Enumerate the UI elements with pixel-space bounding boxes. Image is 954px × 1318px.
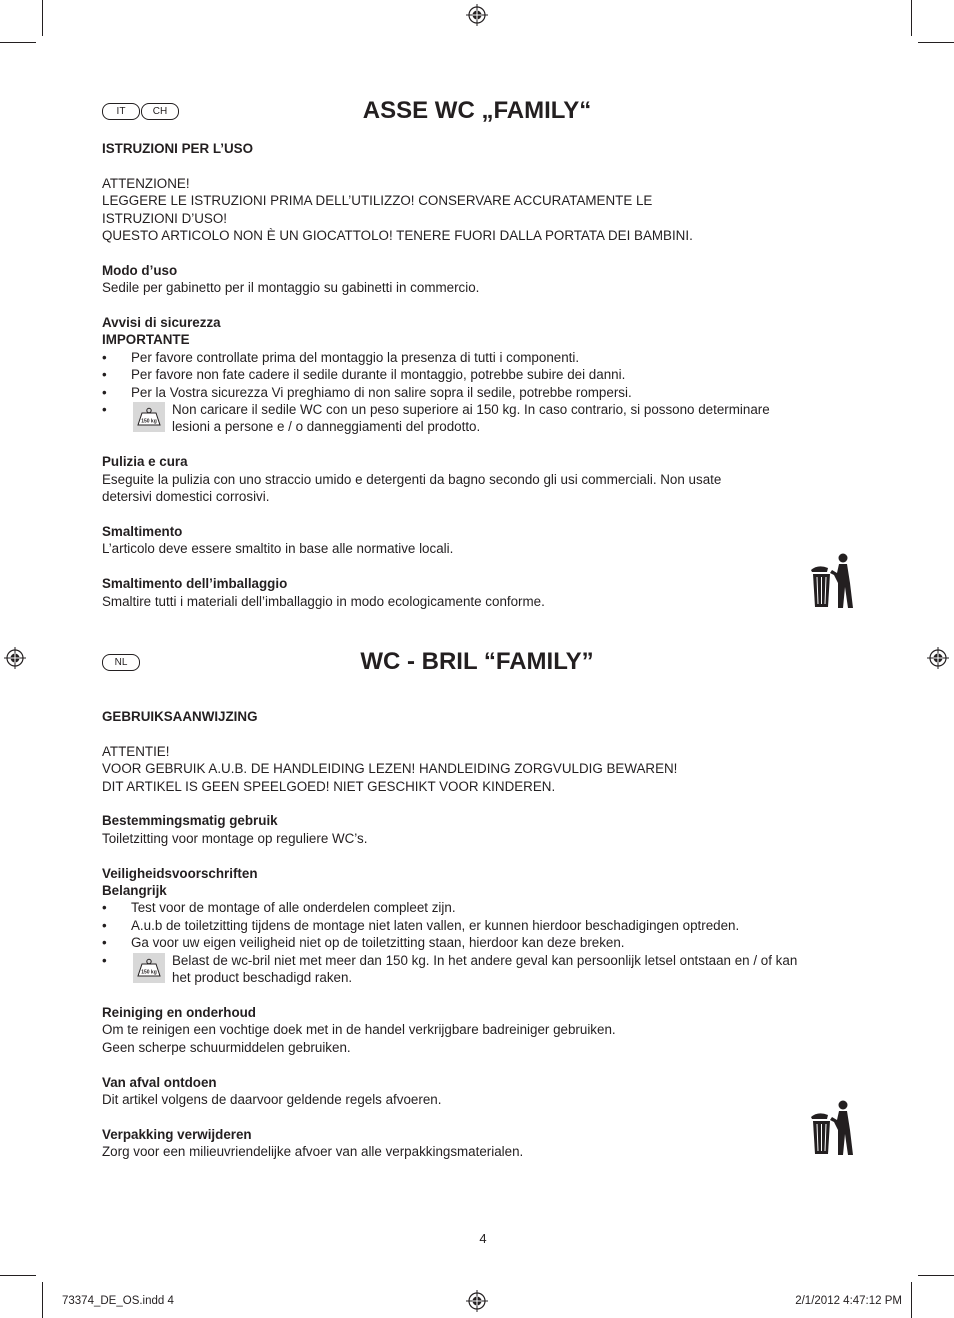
list-item-text: Non caricare il sedile WC con un peso superiore ai 150 kg. In caso contrario, si possono determinare xyxy=(172,402,770,418)
page-number: 4 xyxy=(479,1231,487,1246)
weight-icon-label: 150 kg xyxy=(141,969,157,976)
list-item-text: Per la Vostra sicurezza Vi preghiamo di non salire sopra il sedile, potrebbe rompersi. xyxy=(131,384,632,400)
list-item xyxy=(102,384,862,401)
crop-mark xyxy=(0,42,36,43)
registration-mark-icon xyxy=(466,4,488,26)
packaging-heading: Verpakking verwijderen xyxy=(102,1126,252,1142)
instructions-it xyxy=(102,140,862,610)
packaging-heading: Smaltimento dell’imballaggio xyxy=(102,576,288,592)
instructions-heading: ISTRUZIONI PER L’USO xyxy=(102,141,254,156)
cleaning-heading: Pulizia e cura xyxy=(102,454,188,470)
warning-line: VOOR GEBRUIK A.U.B. DE HANDLEIDING LEZEN! HANDLEIDING ZORGVULDIG BEWAREN! xyxy=(102,761,678,777)
crop-mark xyxy=(911,1282,912,1318)
list-item-text: A.u.b de toiletzitting tijdens de montage niet laten vallen, er kunnen hierdoor beschadigingen optreden. xyxy=(131,917,740,933)
cleaning-heading: Reiniging en onderhoud xyxy=(102,1005,256,1021)
disposal-heading: Van afval ontdoen xyxy=(102,1074,217,1090)
warning-line: ISTRUZIONI D’USO! xyxy=(102,210,227,226)
warning-line: QUESTO ARTICOLO NON È UN GIOCATTOLO! TENERE FUORI DALLA PORTATA DEI BAMBINI. xyxy=(102,228,693,244)
crop-mark xyxy=(42,1282,43,1318)
cleaning-text: Eseguite la pulizia con uno straccio umido e detergenti da bagno secondo gli usi commerciali. Non usate xyxy=(102,471,722,487)
crop-mark xyxy=(918,1275,954,1276)
crop-mark xyxy=(42,0,43,36)
bullet-dot: • xyxy=(102,384,107,400)
trash-bin-icon xyxy=(810,1100,854,1156)
weight-icon xyxy=(136,407,162,427)
list-item xyxy=(102,899,862,916)
language-badge-it: IT xyxy=(102,103,140,120)
language-badge-nl: NL xyxy=(102,654,140,671)
weight-limit-icon xyxy=(133,402,165,432)
safety-subheading: Belangrijk xyxy=(102,883,167,899)
warning-line: ATTENTIE! xyxy=(102,743,170,759)
instructions-nl xyxy=(102,708,862,1161)
cleaning-text: Geen scherpe schuurmiddelen gebruiken. xyxy=(102,1039,351,1055)
warning-line: ATTENZIONE! xyxy=(102,175,190,191)
list-item-weight xyxy=(102,401,862,436)
weight-icon xyxy=(136,958,162,978)
footer-file-info: 73374_DE_OS.indd 4 xyxy=(62,1295,174,1307)
list-item xyxy=(102,366,862,383)
usage-text: Sedile per gabinetto per il montaggio su gabinetti in commercio. xyxy=(102,280,480,296)
language-badge-ch: CH xyxy=(141,103,179,120)
cleaning-text: detersivi domestici corrosivi. xyxy=(102,489,270,505)
bullet-dot: • xyxy=(102,935,107,951)
bullet-dot: • xyxy=(102,952,107,968)
crop-mark xyxy=(0,1275,36,1276)
page-title-nl: WC - BRIL “FAMILY” xyxy=(360,648,594,675)
list-item-text: Per favore controllate prima del montaggio la presenza di tutti i componenti. xyxy=(131,349,580,365)
weight-icon-label: 150 kg xyxy=(141,418,157,425)
warning-line: LEGGERE LE ISTRUZIONI PRIMA DELL’UTILIZZO! CONSERVARE ACCURATAMENTE LE xyxy=(102,193,653,209)
crop-mark xyxy=(911,0,912,36)
instructions-heading: GEBRUIKSAANWIJZING xyxy=(102,709,258,724)
bullet-dot: • xyxy=(102,367,107,383)
crop-mark xyxy=(918,42,954,43)
disposal-heading: Smaltimento xyxy=(102,524,183,540)
safety-heading: Avvisi di sicurezza xyxy=(102,315,221,331)
list-item-weight xyxy=(102,952,862,987)
page-title-it: ASSE WC „FAMILY“ xyxy=(362,97,592,124)
footer-datetime: 2/1/2012 4:47:12 PM xyxy=(795,1295,902,1307)
registration-mark-icon xyxy=(466,1290,488,1312)
list-item xyxy=(102,917,862,934)
safety-heading: Veiligheidsvoorschriften xyxy=(102,865,258,881)
bullet-dot: • xyxy=(102,900,107,916)
cleaning-text: Om te reinigen een vochtige doek met in de handel verkrijgbare badreiniger gebruiken. xyxy=(102,1022,616,1038)
usage-text: Toiletzitting voor montage op reguliere WC’s. xyxy=(102,830,368,846)
usage-heading: Modo d’uso xyxy=(102,262,178,278)
bullet-dot: • xyxy=(102,349,107,365)
bullet-dot: • xyxy=(102,917,107,933)
trash-bin-icon xyxy=(810,553,854,609)
list-item-text: lesioni a persone e / o danneggiamenti del prodotto. xyxy=(172,419,481,435)
list-item xyxy=(102,349,862,366)
disposal-text: L’articolo deve essere smaltito in base alle normative locali. xyxy=(102,541,454,557)
list-item-text: Ga voor uw eigen veiligheid niet op de toiletzitting staan, hierdoor kan deze breken. xyxy=(131,935,625,951)
list-item-text: Per favore non fate cadere il sedile durante il montaggio, potrebbe subire dei danni. xyxy=(131,367,626,383)
list-item-text: Test voor de montage of alle onderdelen compleet zijn. xyxy=(131,900,456,916)
packaging-text: Zorg voor een milieuvriendelijke afvoer van alle verpakkingsmaterialen. xyxy=(102,1144,524,1160)
usage-heading: Bestemmingsmatig gebruik xyxy=(102,813,278,829)
weight-limit-icon xyxy=(133,953,165,983)
safety-subheading: IMPORTANTE xyxy=(102,332,190,348)
list-item-text: Belast de wc-bril niet met meer dan 150 kg. In het andere geval kan persoonlijk letsel ontstaan en / of kan xyxy=(172,952,798,968)
bullet-dot: • xyxy=(102,402,107,418)
disposal-text: Dit artikel volgens de daarvoor geldende regels afvoeren. xyxy=(102,1092,442,1108)
packaging-text: Smaltire tutti i materiali dell’imballaggio in modo ecologicamente conforme. xyxy=(102,593,545,609)
list-item xyxy=(102,934,862,951)
list-item-text: het product beschadigd raken. xyxy=(172,970,353,986)
warning-line: DIT ARTIKEL IS GEEN SPEELGOED! NIET GESCHIKT VOOR KINDEREN. xyxy=(102,778,556,794)
